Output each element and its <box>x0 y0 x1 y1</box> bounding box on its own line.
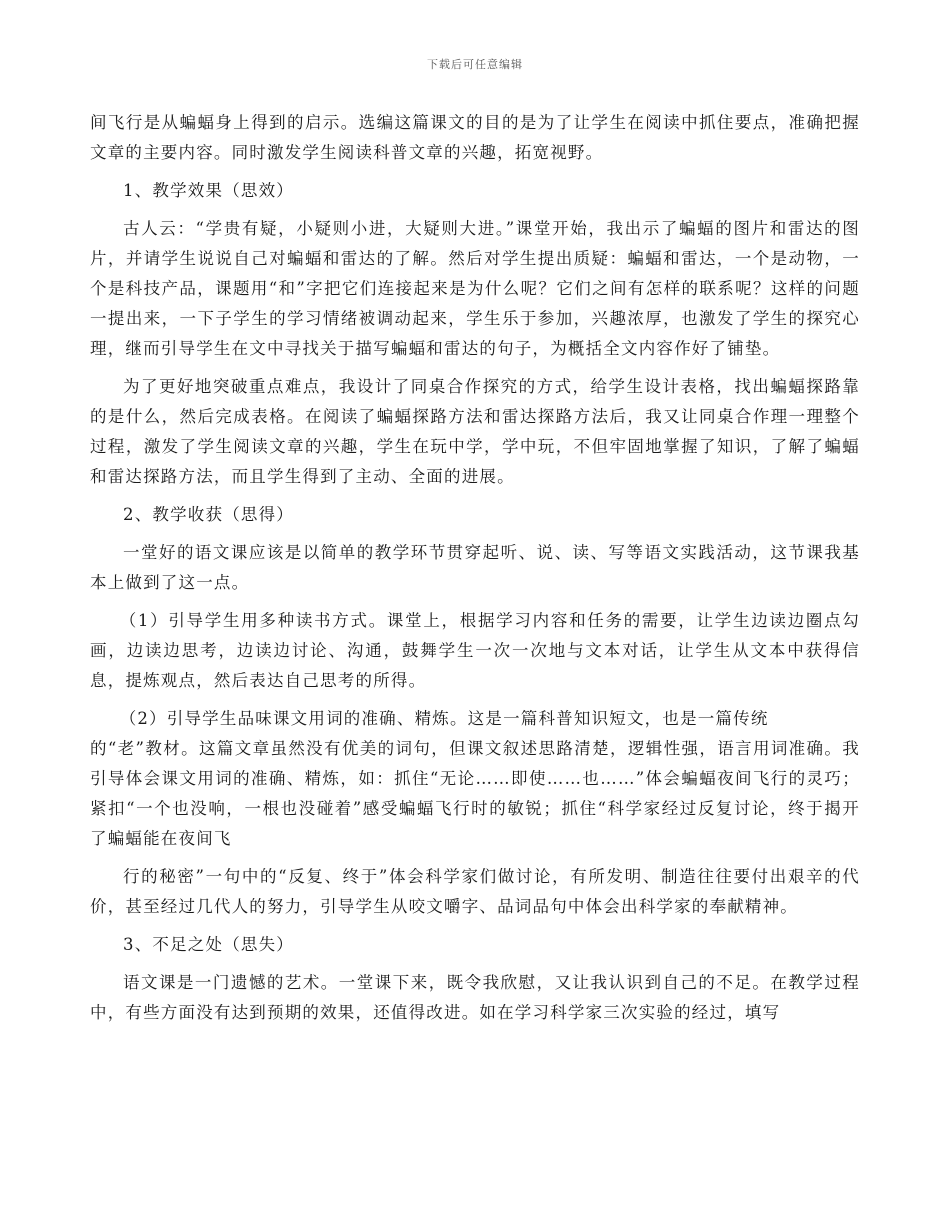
paragraph-regret: 语文课是一门遗憾的艺术。一堂课下来，既令我欣慰，又让我认识到自己的不足。在教学过程中，有些方面没有达到预期的效果，还值得改进。如在学习科学家三次实验的经过，填写 <box>90 973 860 1022</box>
paragraph-item-1: （1）引导学生用多种读书方式。课堂上，根据学习内容和任务的需要，让学生边读边圈点勾画，边读边思考，边读边讨论、沟通，鼓舞学生一次一次地与文本对话，让学生从文本中获得信息，提炼观点，然后表达自己思考的所得。 <box>90 611 860 690</box>
section-heading-effect: 1、教学效果（思效） <box>123 181 294 200</box>
paragraph-ancient-saying: 古人云：“学贵有疑，小疑则小进，大疑则大进。”课堂开始，我出示了蝙蝠的图片和雷达的图片，并请学生说说自己对蝙蝠和雷达的了解。然后对学生提出质疑：蝙蝠和雷达，一个是动物，一个是科技产品，课题用“和”字把它们连接起来是为什么呢？它们之间有怎样的联系呢？这样的问题一提出来，一下子学生的学习情绪被调动起来，学生乐于参加，兴趣浓厚，也激发了学生的探究心理，继而引导学生在文中寻找关于描写蝙蝠和雷达的句子，为概括全文内容作好了铺垫。 <box>90 219 860 358</box>
paragraph-item-2-cont: 的“老”教材。这篇文章虽然没有优美的词句，但课文叙述思路清楚，逻辑性强，语言用词准确。我引导体会课文用词的准确、精炼，如：抓住“无论……即使……也……”体会蝙蝠夜间飞行的灵巧；紧扣“一个也没响，一根也没碰着”感受蝙蝠飞行时的敏锐；抓住“科学家经过反复讨论，终于揭开了蝙蝠能在夜间飞 <box>90 739 860 848</box>
page-header: 下载后可任意编辑 <box>427 58 523 71</box>
section-heading-shortcoming: 3、不足之处（思失） <box>123 935 294 954</box>
paragraph-key-points: 为了更好地突破重点难点，我设计了同桌合作探究的方式，给学生设计表格，找出蝙蝠探路靠的是什么，然后完成表格。在阅读了蝙蝠探路方法和雷达探路方法后，我又让同桌合作理一理整个过程，激发了学生阅读文章的兴趣，学生在玩中学，学中玩，不但牢固地掌握了知识，了解了蝙蝠和雷达探路方法，而且学生得到了主动、全面的进展。 <box>90 377 860 486</box>
section-heading-gain: 2、教学收获（思得） <box>123 505 294 524</box>
paragraph-item-2-end: 行的秘密”一句中的“反复、终于”体会科学家们做讨论，有所发明、制造往往要付出艰辛的代价，甚至经过几代人的努力，引导学生从咬文嚼字、品词品句中体会出科学家的奉献精神。 <box>90 867 860 916</box>
document-body <box>90 108 860 1028</box>
paragraph-item-2-start: （2）引导学生品味课文用词的准确、精炼。这是一篇科普知识短文，也是一篇传统 <box>119 709 769 728</box>
paragraph-good-lesson: 一堂好的语文课应该是以简单的教学环节贯穿起听、说、读、写等语文实践活动，这节课我基本上做到了这一点。 <box>90 543 860 592</box>
paragraph-continuation: 间飞行是从蝙蝠身上得到的启示。选编这篇课文的目的是为了让学生在阅读中抓住要点，准确把握文章的主要内容。同时激发学生阅读科普文章的兴趣，拓宽视野。 <box>90 113 860 162</box>
